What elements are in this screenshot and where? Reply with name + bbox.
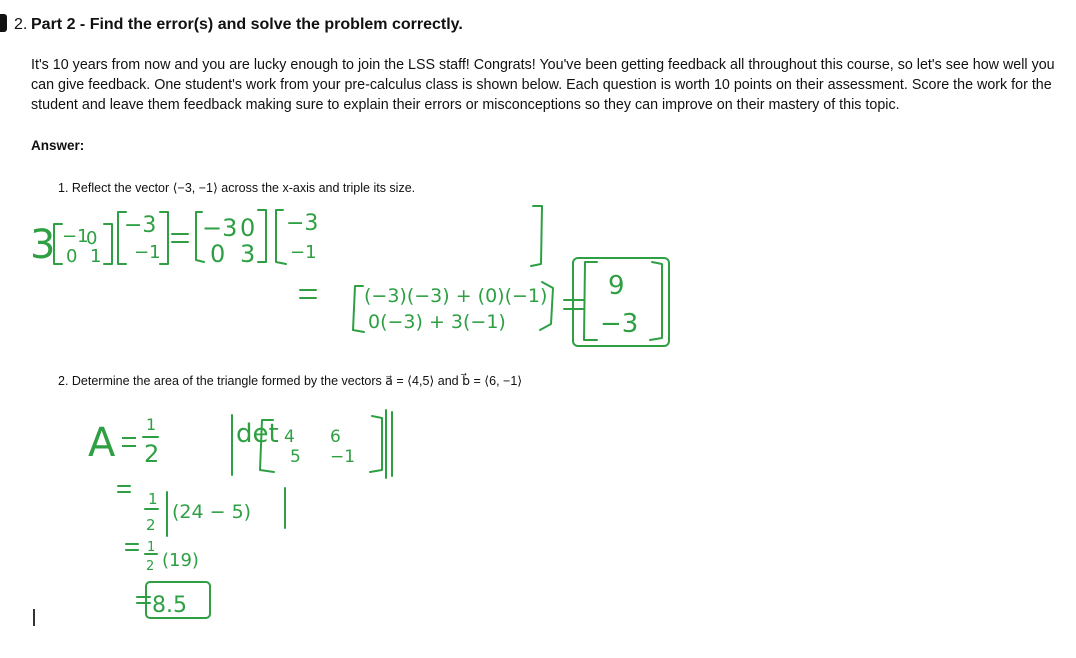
m2-d: 3 xyxy=(240,240,256,268)
final-answer: 8.5 xyxy=(152,593,187,618)
expanded-row-2: 0(−3) + 3(−1) xyxy=(368,311,506,333)
question-title: Part 2 - Find the error(s) and solve the problem correctly. xyxy=(31,16,463,33)
half-num: 1 xyxy=(146,415,157,434)
result-row-1: 9 xyxy=(608,271,625,301)
question-number: 2. xyxy=(14,16,28,33)
m2-a: −3 xyxy=(202,214,238,242)
v2-b: −1 xyxy=(290,242,317,263)
problem-2-text: 2. Determine the area of the triangle formed by the vectors a⃗ = ⟨4,5⟩ and b⃗ = ⟨6, −1⟩ xyxy=(58,374,523,388)
det-m-c: 5 xyxy=(290,447,301,467)
m1-b: 0 xyxy=(86,228,98,249)
half-den: 2 xyxy=(144,440,160,468)
result-row-2: −3 xyxy=(600,309,639,339)
question-instructions: It's 10 years from now and you are lucky enough to join the LSS staff! Congrats! You've been getting feedback all throughout this course, so let's see how well you can give feedback. One student's work from your pre-calculus class is shown below. Each question is worth 10 points on their assessment. Score the work for the student and leave them feedback making sure to explain their errors or misconceptions so they can improve on their mastery of this topic. xyxy=(31,57,1055,113)
text-cursor xyxy=(33,609,35,626)
half-den-3: 2 xyxy=(146,559,155,574)
m1-d: 1 xyxy=(90,246,102,267)
m2-b: 0 xyxy=(240,214,256,242)
det-m-a: 4 xyxy=(284,427,295,447)
step-24-minus-5: (24 − 5) xyxy=(172,501,252,523)
det-m-d: −1 xyxy=(330,447,356,467)
area-a: A xyxy=(88,420,116,466)
step-19: (19) xyxy=(162,550,199,571)
answer-label: Answer: xyxy=(31,138,85,153)
half-num-3: 1 xyxy=(147,540,156,555)
v1-a: −3 xyxy=(124,213,157,238)
m1-c: 0 xyxy=(66,246,78,267)
half-num-2: 1 xyxy=(148,490,158,508)
m2-c: 0 xyxy=(210,240,226,268)
expanded-row-1: (−3)(−3) + (0)(−1) xyxy=(364,285,548,307)
det-label: det xyxy=(236,419,279,449)
v2-a: −3 xyxy=(286,211,319,236)
v1-b: −1 xyxy=(134,242,161,263)
scalar-3: 3 xyxy=(30,222,56,268)
problem-1-text: 1. Reflect the vector ⟨−3, −1⟩ across the x-axis and triple its size. xyxy=(58,181,416,195)
m1-a: −1 xyxy=(62,226,89,247)
det-m-b: 6 xyxy=(330,427,341,447)
half-den-2: 2 xyxy=(146,516,156,534)
